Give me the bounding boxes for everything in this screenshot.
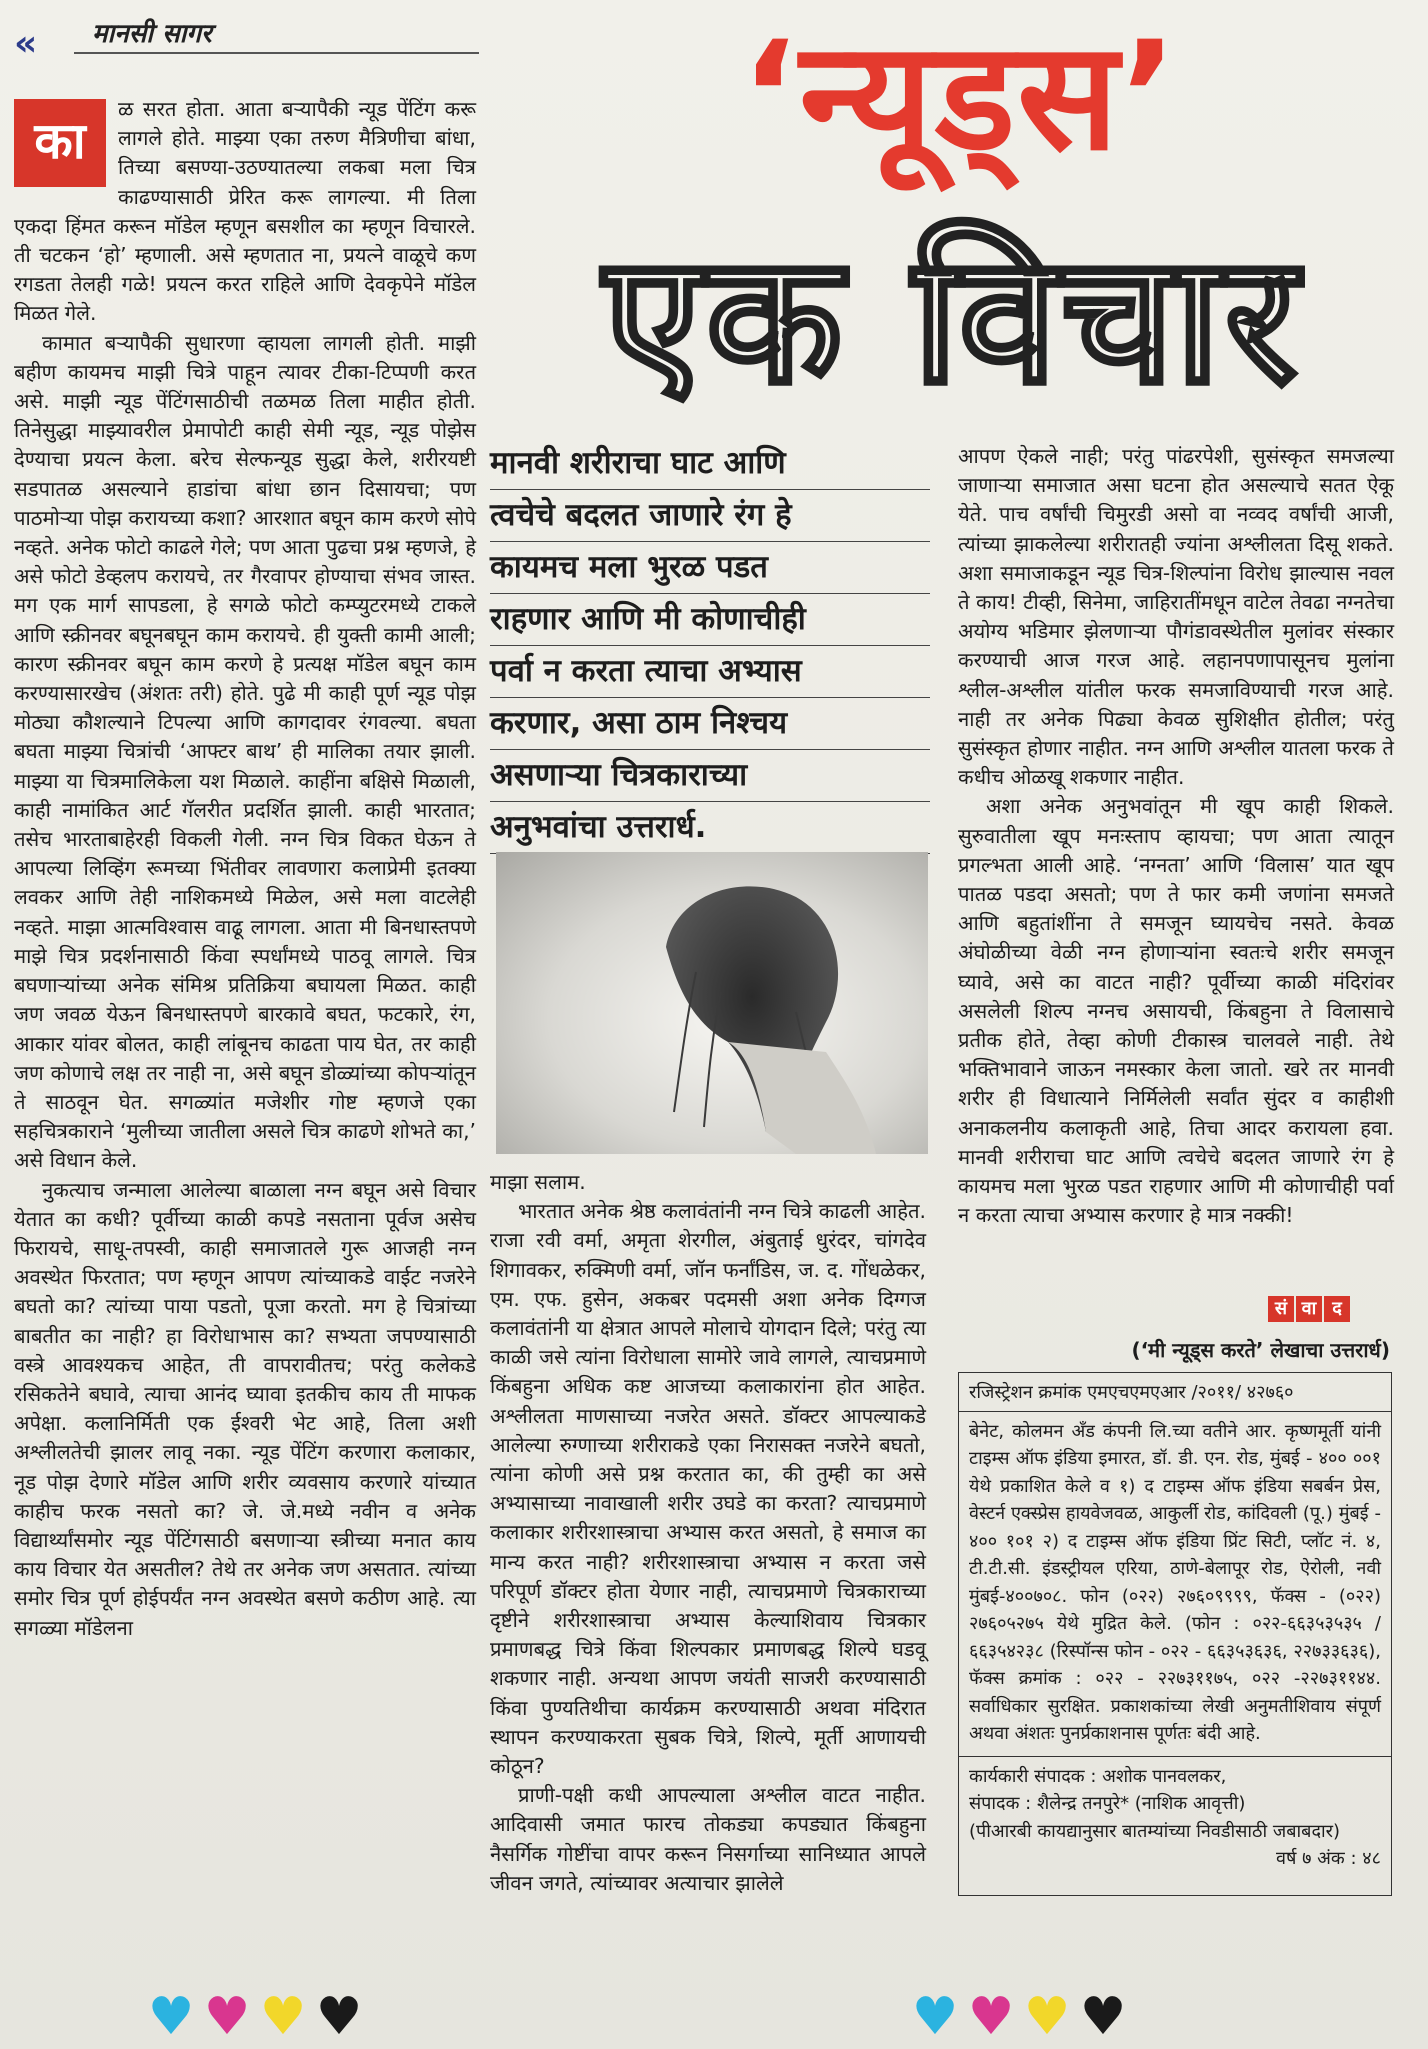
- deck-line: कायमच मला भुरळ पडत: [490, 542, 930, 594]
- deck-line: मानवी शरीराचा घाट आणि: [490, 438, 930, 490]
- byline: [14, 14, 479, 64]
- color-registration-marks: [910, 1987, 1128, 2047]
- author-name: मानसी सागर: [92, 19, 212, 49]
- figure-sketch-image: [496, 852, 928, 1154]
- editor: संपादक : शैलेन्द्र तनपुरे* (नाशिक आवृत्ती): [969, 1793, 1246, 1814]
- byline-rule: [74, 52, 479, 54]
- deck-line: अनुभवांचा उत्तरार्ध.: [490, 802, 930, 854]
- paragraph: अशा अनेक अनुभवांतून मी खूप काही शिकले. सुरुवातीला खूप मनःस्ताप व्हायचा; पण आता त्यातून प्रगल्भता आली आहे. ‘नग्नता’ आणि ‘विलास’ यात खूप पातळ पडदा असतो; पण ते फार कमी जणांना समजते आणि बहुतांशींना ते समजून घ्यायचेच नसते. केवळ अंघोळीच्या वेळी नग्न होणाऱ्यांना स्वतःचे शरीर समजून घ्यावे, असे का वाटत नाही? पूर्वीच्या काळी मंदिरांवर असलेली शिल्प नग्नच असायची, किंबहुना ते विलासाचे प्रतीक होते, तेव्हा कोणी टीकास्त्र चालवले नाही. तेथे भक्तिभावाने जाऊन नमस्कार केला जातो. खरे तर मानवी शरीर ही विधात्याने निर्मिलेली सर्वांत सुंदर व काहीशी अनाकलनीय कलाकृती आहे, तिचा आदर करायला हवा. मानवी शरीराचा घाट आणि त्वचेचे बदलत जाणारे रंग हे कायमच मला भुरळ पडत राहणार आणि मी कोणाचीही पर्वा न करता त्याचा अभ्यास करणार हे मात्र नक्की!: [958, 794, 1394, 1228]
- cyan-heart-icon: ♥: [911, 1987, 959, 2047]
- imprint-body: बेनेट, कोलमन अँड कंपनी लि.च्या वतीने आर. कृष्णमूर्ती यांनी टाइम्स ऑफ इंडिया इमारत, डॉ. डी. एन. रोड, मुंबई - ४०० ००१ येथे प्रकाशित केले व १) द टाइम्स ऑफ इंडिया सबर्बन प्रेस, वेस्टर्न एक्स्प्रेस हायवेजवळ, आकुर्ली रोड, कांदिवली (पू.) मुंबई - ४०० १०१ २) द टाइम्स ऑफ इंडिया प्रिंट सिटी, प्लॉट नं. ४, टी.टी.सी. इंडस्ट्रीयल एरिया, ठाणे-बेलापूर रोड, ऐरोली, नवी मुंबई-४००७०८. फोन (०२२) २७६०९९९९, फॅक्स - (०२२) २७६०५२७५ येथे मुद्रित केले. (फोन : ०२२-६६३५३५३५ / ६६३५४२३८ (रिस्पॉन्स फोन - ०२२ - ६६३५३६३६, २२७३३६३६), फॅक्स क्रमांक : ०२२ - २२७३११७५, ०२२ -२२७३११४४. सर्वाधिकार सुरक्षित. प्रकाशकांच्या लेखी अनुमतीशिवाय संपूर्ण अथवा अंशतः पुनर्प्रकाशनास पूर्णतः बंदी आहे.: [969, 1420, 1381, 1744]
- paragraph: नुकत्याच जन्माला आलेल्या बाळाला नग्न बघून असे विचार येतात का कधी? पूर्वीच्या काळी कपडे नसताना पूर्वज असेच फिरायचे, साधू-तपस्वी, काही समाजातले गुरू आजही नग्न अवस्थेत फिरतात; पण म्हणून आपण त्यांच्याकडे वाईट नजरेने बघतो का? त्यांच्या पाया पडतो, पूजा करतो. मग हे चित्रांच्या बाबतीत का नाही? हा विरोधाभास का? सभ्यता जपण्यासाठी वस्त्रे आवश्यकच आहेत, ती वापरावीतच; परंतु कलेकडे रसिकतेने बघावे, त्याचा आनंद घ्यावा इतकीच काय ती माफक अपेक्षा. कलानिर्मिती एक ईश्वरी भेट आहे, तिला अशी अश्लीलतेची झालर लावू नका. न्यूड पेंटिंग करणारा कलाकार, नूड पोझ देणारे मॉडेल आणि शरीर व्यवसाय करणारे यांच्यात काहीच फरक नसतो का? जे. जे.मध्ये नवीन व अनेक विद्यार्थ्यांसमोर न्यूड पेंटिंगसाठी बसणाऱ्या स्त्रीच्या मनात काय काय विचार येत असतील? तेथे तर अनेक जण असतात. त्यांच्या समोर चित्र पूर्ण होईपर्यंत नग्न अवस्थेत बसणे कठीण आहे. त्या सगळ्या मॉडेलना: [14, 1177, 476, 1640]
- cyan-heart-icon: ♥: [147, 1987, 195, 2047]
- signoff-letter: द: [1324, 1296, 1350, 1322]
- black-heart-icon: ♥: [315, 1987, 363, 2047]
- paragraph: भारतात अनेक श्रेष्ठ कलावंतांनी नग्न चित्रे काढली आहेत. राजा रवी वर्मा, अमृता शेरगील, अंबुताई धुरंदर, चांगदेव शिगावकर, रुक्मिणी वर्मा, जॉन फर्नांडिस, ज. द. गोंधळेकर, एम. एफ. हुसेन, अकबर पदमसी अशा अनेक दिग्गज कलावंतांनी या क्षेत्रात आपले मोलाचे योगदान दिले; परंतु त्या काळी जसे त्यांना विरोधाला सामोरे जावे लागले, त्याचप्रमाणे किंबहुना अधिक कष्ट आजच्या कलाकारांना होत आहेत. अश्लीलता माणसाच्या नजरेत असते. डॉक्टर आपल्याकडे आलेल्या रुग्णाच्या शरीराकडे एका निरासक्त नजरेने बघतो, त्यांना कोणी असे प्रश्न करतात का, की तुम्ही का असे अभ्यासाच्या नावाखाली शरीर उघडे का करता? त्याचप्रमाणे कलाकार शरीरशास्त्राचा अभ्यास करत असतो, हे समाज का मान्य करत नाही? शरीरशास्त्राचा अभ्यास न करता जसे परिपूर्ण डॉक्टर होता येणार नाही, त्याचप्रमाणे चित्रकाराच्या दृष्टीने शरीरशास्त्राचा अभ्यास केल्याशिवाय चित्रकार प्रमाणबद्ध चित्रे किंवा शिल्पकार प्रमाणबद्ध शिल्पे घडवू शकणार नाही. अन्यथा आपण जयंती साजरी करण्यासाठी किंवा पुण्यतिथीचा कार्यक्रम करण्यासाठी अथवा मंदिरात स्थापन करण्याकरता सुबक चित्रे, शिल्पे, मूर्ती आणायची कोठून?: [490, 1199, 926, 1779]
- deck-line: राहणार आणि मी कोणाचीही: [490, 594, 930, 646]
- signoff-logo: [1268, 1296, 1350, 1322]
- deck-line: पर्वा न करता त्याचा अभ्यास: [490, 646, 930, 698]
- magenta-heart-icon: ♥: [203, 1987, 251, 2047]
- double-chevron-left-icon: «: [14, 23, 30, 64]
- paragraph: प्राणी-पक्षी कधी आपल्याला अश्लील वाटत नाहीत. आदिवासी जमात फारच तोकड्या कपड्यात किंबहुना नैसर्गिक गोष्टींचा वापर करून निसर्गाच्या सानिध्यात आपले जीवन जगते, त्यांच्यावर अत्याचार झालेले: [490, 1783, 926, 1895]
- executive-editor: कार्यकारी संपादक : अशोक पानवलकर,: [969, 1765, 1227, 1787]
- editor-note: (पीआरबी कायद्यानुसार बातम्यांच्या निवडीसाठी जबाबदार): [969, 1820, 1341, 1842]
- deck-line: करणार, असा ठाम निश्चय: [490, 698, 930, 750]
- yellow-heart-icon: ♥: [1023, 1987, 1071, 2047]
- column-3: [958, 442, 1394, 1230]
- imprint-box: [958, 1372, 1392, 1896]
- column-1: [14, 95, 476, 1643]
- headline-line-2: एक विचार: [603, 216, 1302, 423]
- headline-line-1: ‘न्यूड्स’: [740, 10, 1180, 184]
- signoff-letter: सं: [1268, 1296, 1294, 1322]
- magenta-heart-icon: ♥: [967, 1987, 1015, 2047]
- headline: [490, 0, 1420, 440]
- paragraph: ळ सरत होता. आता बऱ्यापैकी न्यूड पेंटिंग करू लागले होते. माझ्या एका तरुण मैत्रिणीचा बांधा, तिच्या बसण्या-उठण्यातल्या लकबा मला चित्र काढण्यासाठी प्रेरित करू लागल्या. मी तिला एकदा हिंमत करून मॉडेल म्हणून बसशील का म्हणून विचारले. ती चटकन ‘हो’ म्हणाली. असे म्हणतात ना, प्रयत्ने वाळूचे कण रगडता तेलही गळे! प्रयत्न करत राहिले आणि देवकृपेने मॉडेल मिळत गेले.: [14, 97, 476, 326]
- black-heart-icon: ♥: [1079, 1987, 1127, 2047]
- drop-cap: का: [14, 99, 106, 187]
- yellow-heart-icon: ♥: [259, 1987, 307, 2047]
- paragraph: कामात बऱ्यापैकी सुधारणा व्हायला लागली होती. माझी बहीण कायमच माझी चित्रे पाहून त्यावर टीका-टिप्पणी करत असे. माझी न्यूड पेंटिंगसाठीची तळमळ तिला माहीत होती. तिनेसुद्धा माझ्यावरील प्रेमापोटी काही सेमी न्यूड, न्यूड पोझेस देण्याचा प्रयत्न केला. बरेच सेल्फन्यूड सुद्धा केले, शरीरयष्टी सडपातळ असल्याने हाडांचा बांधा छान दिसायचा; पण पाठमोऱ्या पोझ करायच्या कशा? आरशात बघून काम करणे सोपे नव्हते. अनेक फोटो काढले गेले; पण आता पुढचा प्रश्न म्हणजे, हे असे फोटो डेव्हलप करायचे, तर गैरवापर होण्याचा संभव जास्त. मग एक मार्ग सापडला, हे सगळे फोटो कम्प्युटरमध्ये टाकले आणि स्क्रीनवर बघूनबघून काम करायचे. ही युक्ती कामी आली; कारण स्क्रीनवर बघून काम करणे हे प्रत्यक्ष मॉडेल बघून काम करण्यासारखेच (अंशतः तरी) होते. पुढे मी काही पूर्ण न्यूड पोझ मोठ्या कौशल्याने टिपल्या आणि कागदावर रंगवल्या. बघता बघता माझ्या चित्रांची ‘आफ्टर बाथ’ ही मालिका तयार झाली. माझ्या या चित्रमालिकेला यश मिळाले. काहींना बक्षिसे मिळाली, काही नामांकित आर्ट गॅलरीत प्रदर्शित झाली. काही भारतात; तसेच भारताबाहेरही विकली गेली. नग्न चित्र विकत घेऊन ते आपल्या लिव्हिंग रूमच्या भिंतीवर लावणारा कलाप्रेमी इतक्या लवकर आणि तेही नाशिकमध्ये मिळेल, असे मला वाटलेही नव्हते. माझा आत्मविश्वास वाढू लागला. आता मी बिनधास्तपणे माझे चित्र प्रदर्शनासाठी किंवा स्पर्धांमध्ये पाठवू लागले. चित्र बघणाऱ्यांच्या अनेक संमिश्र प्रतिक्रिया बघायला मिळत. काही जण जवळ येऊन बिनधास्तपणे बारकावे बघत, फटकारे, रंग, आकार यांवर बोलत, काही लांबूनच काढता पाय घेत, तर काही जण कोणाचे लक्ष तर नाही ना, असे बघून डोळ्यांच्या कोपऱ्यांतून ते साठवून घेत. सगळ्यांत मजेशीर गोष्ट म्हणजे एका सहचित्रकाराने ‘मुलीच्या जातीला असले चित्र काढणे शोभते का,’ असे विधान केले.: [14, 330, 476, 1173]
- paragraph: माझा सलाम.: [490, 1170, 586, 1194]
- deck-line: त्वचेचे बदलत जाणारे रंग हे: [490, 490, 930, 542]
- signoff-letter: वा: [1296, 1296, 1322, 1322]
- column-2: [490, 1168, 926, 1898]
- imprint-divider: [959, 1756, 1391, 1757]
- deck-line: असणाऱ्या चित्रकाराच्या: [490, 750, 930, 802]
- deck-summary: [490, 438, 930, 854]
- paragraph: आपण ऐकले नाही; परंतु पांढरपेशी, सुसंस्कृत समजल्या जाणाऱ्या समाजात असा घटना होत असल्याचे सतत ऐकू येते. पाच वर्षांची चिमुरडी असो वा नव्वद वर्षांची आजी, त्यांच्या झाकलेल्या शरीरातही ज्यांना अश्लीलता दिसू शकते. अशा समाजाकडून न्यूड चित्र-शिल्पांना विरोध झाल्यास नवल ते काय! टीव्ही, सिनेमा, जाहिरातींमधून वाटेल तेवढा नग्नतेचा अयोग्य भडिमार झेलणाऱ्या पौगंडावस्थेतील मुलांवर संस्कार करण्याची आज गरज आहे. लहानपणापासूनच मुलांना श्लील-अश्लील यांतील फरक समजाविण्याची गरज आहे. नाही तर अनेक पिढ्या केवळ सुशिक्षीत होतील; परंतु सुसंस्कृत होणार नाहीत. नग्न आणि अश्लील यातला फरक ते कधीच ओळखू शकणार नाहीत.: [958, 444, 1394, 790]
- issue-number: वर्ष ७ अंक : ४८: [1275, 1848, 1381, 1869]
- registration-number: रजिस्ट्रेशन क्रमांक एमएचएमएआर /२०११/ ४२७६०: [959, 1379, 1391, 1412]
- color-registration-marks: [146, 1987, 364, 2047]
- source-note: (‘मी न्यूड्स करते’ लेखाचा उत्तरार्ध): [1131, 1338, 1390, 1362]
- article-photo: [496, 852, 928, 1154]
